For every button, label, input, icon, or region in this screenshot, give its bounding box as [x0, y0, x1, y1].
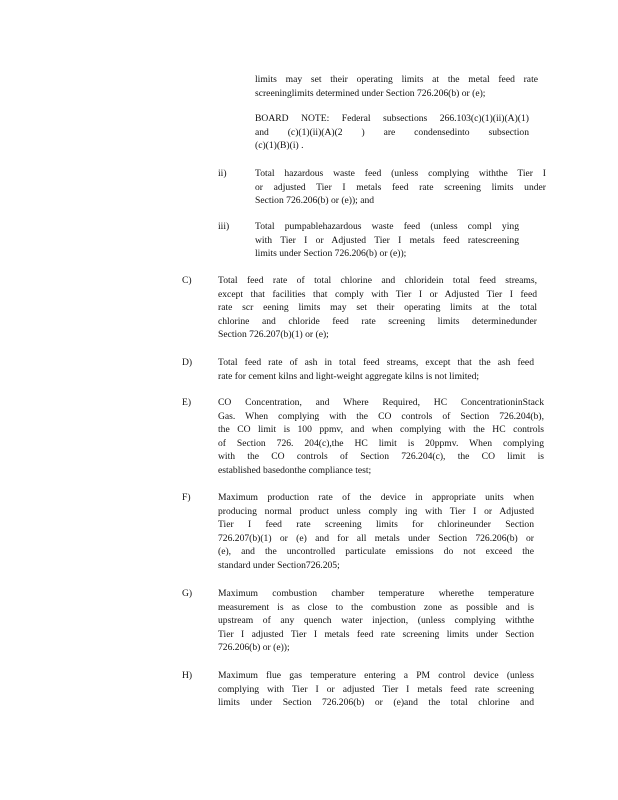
item-label-e: E)	[182, 397, 192, 408]
text-line: rate scr eening limits may set their operating limits at the total	[218, 302, 537, 314]
text-line: Total feed rate of total chlorine and chloridein total feed streams,	[218, 275, 537, 286]
item-label-iii: iii)	[218, 221, 230, 232]
text-line: and (c)(1)(ii)(A)(2 ) are condensedinto subsection	[255, 126, 529, 138]
item-label-h: H)	[182, 670, 193, 681]
text-line: Tier I feed rate screening limits for chlorineunder Section	[218, 519, 534, 531]
board-note	[255, 112, 529, 153]
text-line: limits under Section 726.206(b) or (e)and the total chlorine and	[218, 697, 534, 709]
item-h	[218, 669, 534, 710]
text-line: or adjusted Tier I metals feed rate screening limits under	[255, 181, 546, 193]
text-line: Maximum production rate of the device in appropriate units when	[218, 492, 534, 503]
text-line: with the CO controls of Section 726.204(c), the CO limit is	[218, 451, 544, 463]
text-line: rate for cement kilns and light-weight aggregate kilns is not limited;	[218, 370, 480, 382]
item-ii	[255, 167, 546, 208]
text-line: limits under Section 726.206(b) or (e));	[255, 248, 407, 260]
text-line: Total pumpablehazardous waste feed (unless compl ying	[255, 221, 519, 232]
text-line: complying with Tier I or adjusted Tier I metals feed rate screening	[218, 683, 534, 695]
text-line: screeninglimits determined under Section 726.206(b) or (e);	[255, 87, 486, 99]
text-line: the CO limit is 100 ppmv, and when complying with the HC controls	[218, 424, 544, 436]
text-line: Maximum combustion chamber temperature wherethe temperature	[218, 588, 534, 599]
text-line: measurement is as close to the combustion zone as possible and is	[218, 601, 534, 613]
item-label-g: G)	[182, 588, 193, 599]
text-line: Maximum flue gas temperature entering a PM control device (unless	[218, 670, 534, 681]
item-c	[218, 274, 537, 342]
text-line: producing normal product unless comply ing with Tier I or Adjusted	[218, 505, 534, 517]
text-line: BOARD NOTE: Federal subsections 266.103(c)(1)(ii)(A)(1)	[255, 113, 529, 124]
text-line: (e), and the uncontrolled particulate emissions do not exceed the	[218, 546, 534, 558]
text-line: upstream of any quench water injection, (unless complying withthe	[218, 615, 534, 627]
intro-paragraph	[255, 73, 538, 100]
text-line: established basedonthe compliance test;	[218, 464, 372, 476]
item-label-f: F)	[182, 492, 191, 503]
text-line: Total feed rate of ash in total feed streams, except that the ash feed	[218, 357, 534, 368]
item-e	[218, 396, 544, 478]
text-line: CO Concentration, and Where Required, HC ConcentrationinStack	[218, 397, 544, 408]
text-line: Tier I adjusted Tier I metals feed rate screening limits under Section	[218, 628, 534, 640]
item-f	[218, 491, 534, 573]
text-line: (c)(1)(B)(i) .	[255, 140, 304, 152]
text-line: Total hazardous waste feed (unless complying withthe Tier I	[255, 168, 546, 179]
item-label-ii: ii)	[218, 168, 227, 179]
item-g	[218, 587, 534, 655]
text-line: of Section 726. 204(c),the HC limit is 20ppmv. When complying	[218, 437, 544, 449]
text-line: standard under Section726.205;	[218, 559, 340, 571]
text-line: limits may set their operating limits at the metal feed rate	[255, 74, 538, 85]
text-line: with Tier I or Adjusted Tier I metals feed ratescreening	[255, 234, 519, 246]
text-line: 726.207(b)(1) or (e) and for all metals under Section 726.206(b) or	[218, 532, 534, 544]
item-iii	[255, 220, 519, 261]
item-label-c: C)	[182, 275, 192, 286]
text-line: Section 726.206(b) or (e)); and	[255, 195, 375, 207]
item-label-d: D)	[182, 357, 193, 368]
text-line: 726.206(b) or (e));	[218, 642, 290, 654]
text-line: Section 726.207(b)(1) or (e);	[218, 329, 329, 341]
text-line: chlorine and chloride feed rate screening limits determinedunder	[218, 315, 537, 327]
item-d	[218, 356, 534, 383]
text-line: Gas. When complying with the CO controls of Section 726.204(b),	[218, 410, 544, 422]
text-line: except that facilities that comply with Tier I or Adjusted Tier I feed	[218, 288, 537, 300]
